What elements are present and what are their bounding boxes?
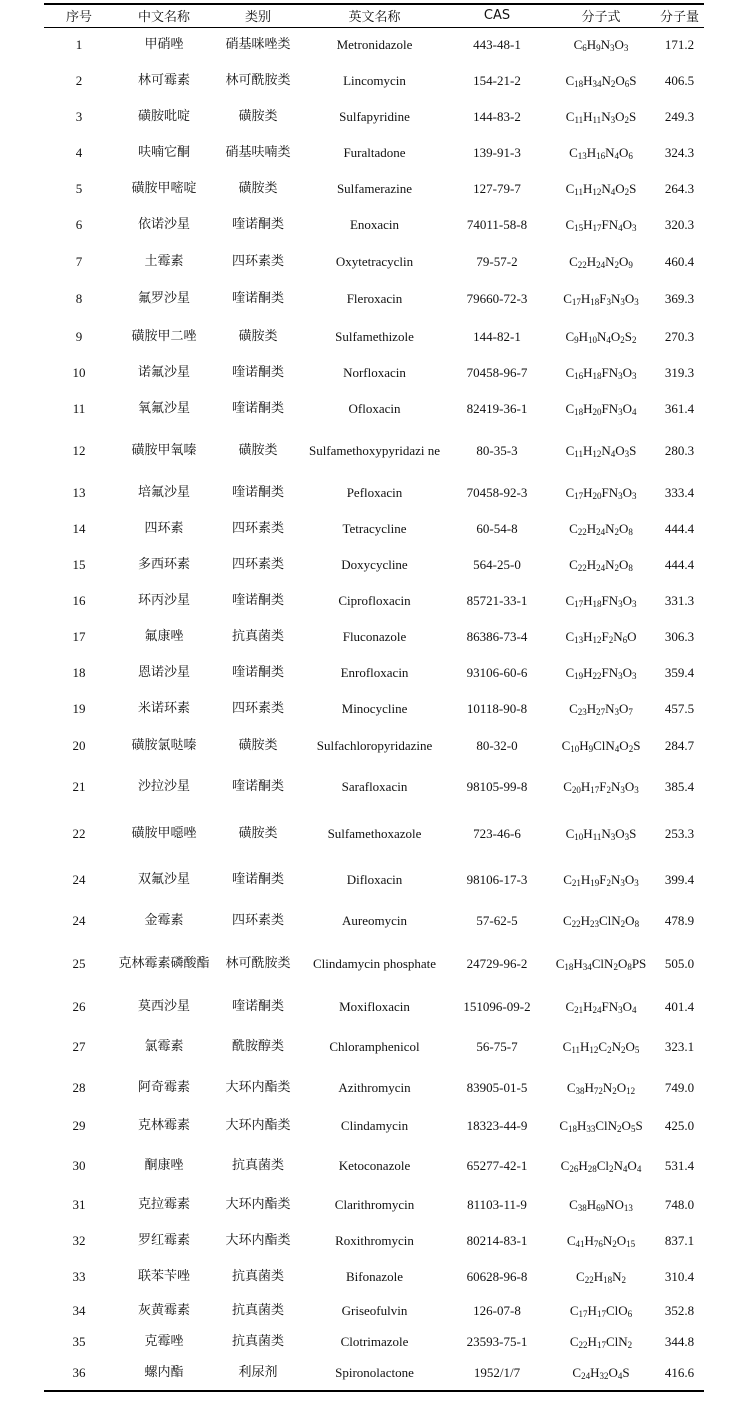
- cell-index: 15: [72, 557, 86, 572]
- header-category: 类别: [244, 9, 271, 25]
- cell-formula: $C_{24}H_{32}O_4S$: [572, 1364, 630, 1381]
- cell-formula: $C_6H_9N_3O_3$: [573, 37, 629, 53]
- cell-english-name: Sulfamerazine: [336, 181, 413, 196]
- cell-formula: $C_{17}H_{20}FN_3O_3$: [565, 485, 637, 501]
- cell-index: 8: [75, 291, 83, 306]
- cell-chinese-name: 氟罗沙星: [137, 291, 190, 306]
- cell-formula: $C_{13}H_{12}F_2N_6O$: [565, 629, 637, 645]
- cell-molecular-weight: 444.4: [664, 557, 695, 572]
- cell-molecular-weight: 531.4: [664, 1157, 695, 1173]
- cell-formula: $C_{10}H_9ClN_4O_2S$: [561, 737, 641, 754]
- cell-category: 喹诺酮类: [231, 217, 284, 232]
- cell-formula: $C_{10}H_{11}N_3O_3S$: [565, 825, 637, 842]
- cell-cas: 82419-36-1: [466, 401, 528, 416]
- cell-chinese-name: 金霉素: [144, 913, 184, 928]
- cell-cas: 127-79-7: [473, 181, 521, 196]
- cell-molecular-weight: 457.5: [664, 701, 695, 716]
- cell-chinese-name: 多西环素: [137, 557, 190, 572]
- cell-english-name: Chloramphenicol: [329, 1039, 420, 1054]
- cell-cas: 70458-92-3: [466, 485, 528, 500]
- table-row: [44, 583, 704, 619]
- cell-formula: $C_{20}H_{17}F_2N_3O_3$: [563, 779, 639, 795]
- cell-chinese-name: 克林霉素磷酸酯: [118, 956, 210, 971]
- cell-formula: $C_{18}H_{34}ClN_2O_8PS$: [555, 956, 647, 972]
- cell-cas: 74011-58-8: [466, 217, 528, 232]
- cell-chinese-name: 磺胺甲噁唑: [131, 825, 197, 841]
- cell-formula: $C_{18}H_{20}FN_3O_4$: [565, 401, 637, 417]
- cell-category: 磺胺类: [238, 328, 278, 344]
- cell-category: 四环素类: [231, 557, 284, 572]
- cell-category: 林可酰胺类: [225, 956, 291, 971]
- cell-index: 10: [72, 365, 86, 380]
- cell-formula: $C_{22}H_{24}N_2O_8$: [569, 557, 633, 573]
- cell-cas: 60628-96-8: [466, 1269, 528, 1284]
- cell-english-name: Azithromycin: [338, 1079, 411, 1095]
- cell-formula: $C_{22}H_{24}N_2O_8$: [569, 521, 633, 537]
- cell-index: 24: [72, 872, 86, 887]
- cell-molecular-weight: 385.4: [664, 779, 695, 794]
- cell-cas: 81103-11-9: [467, 1196, 527, 1212]
- cell-cas: 10118-90-8: [466, 701, 528, 716]
- cell-category: 喹诺酮类: [231, 485, 284, 500]
- cell-english-name: Roxithromycin: [335, 1233, 414, 1248]
- cell-index: 19: [72, 701, 86, 716]
- cell-chinese-name: 联苯苄唑: [137, 1269, 190, 1284]
- cell-chinese-name: 克霉唑: [144, 1333, 184, 1349]
- cell-molecular-weight: 280.3: [664, 443, 695, 458]
- cell-molecular-weight: 425.0: [664, 1117, 695, 1133]
- cell-formula: $C_{11}H_{12}C_2N_2O_5$: [562, 1039, 640, 1055]
- cell-molecular-weight: 171.2: [664, 37, 695, 52]
- cell-index: 14: [72, 521, 86, 536]
- cell-index: 26: [72, 999, 86, 1014]
- cell-english-name: Griseofulvin: [341, 1303, 408, 1318]
- cell-cas: 98106-17-3: [466, 872, 528, 887]
- cell-molecular-weight: 749.0: [664, 1079, 695, 1095]
- cell-index: 13: [72, 485, 86, 500]
- cell-category: 大环内酯类: [225, 1233, 291, 1248]
- cell-molecular-weight: 344.8: [664, 1333, 695, 1349]
- header-index: 序号: [65, 9, 92, 25]
- cell-formula: $C_{17}H_{18}FN_3O_3$: [565, 593, 637, 609]
- cell-category: 四环素类: [231, 913, 284, 928]
- table-row: [44, 1025, 704, 1069]
- cell-chinese-name: 恩诺沙星: [137, 665, 190, 680]
- cell-molecular-weight: 406.5: [664, 73, 695, 88]
- cell-molecular-weight: 324.3: [664, 145, 695, 160]
- cell-chinese-name: 酮康唑: [144, 1157, 184, 1173]
- cell-category: 抗真菌类: [231, 1157, 284, 1173]
- cell-index: 28: [72, 1079, 86, 1095]
- cell-index: 27: [72, 1039, 86, 1054]
- cell-cas: 60-54-8: [476, 521, 518, 536]
- cell-index: 32: [72, 1233, 86, 1248]
- table-row: [44, 427, 704, 475]
- cell-category: 喹诺酮类: [231, 593, 284, 608]
- cell-chinese-name: 莫西沙星: [137, 999, 190, 1014]
- cell-category: 喹诺酮类: [231, 665, 284, 680]
- compound-table: [44, 3, 704, 1389]
- cell-english-name: Fleroxacin: [346, 291, 403, 306]
- cell-formula: $C_{11}H_{11}N_3O_2S$: [565, 109, 637, 125]
- cell-index: 30: [72, 1157, 86, 1173]
- cell-english-name: Sulfapyridine: [339, 109, 410, 124]
- cell-cas: 79-57-2: [476, 253, 518, 269]
- cell-molecular-weight: 401.4: [664, 999, 695, 1014]
- cell-cas: 80-32-0: [476, 737, 518, 753]
- cell-english-name: Enoxacin: [349, 217, 400, 232]
- cell-chinese-name: 沙拉沙星: [137, 779, 190, 794]
- table-row: [44, 989, 704, 1025]
- cell-category: 酰胺醇类: [231, 1039, 284, 1054]
- cell-molecular-weight: 319.3: [664, 365, 695, 380]
- table-row: [44, 1223, 704, 1259]
- cell-index: 21: [72, 779, 86, 794]
- cell-molecular-weight: 331.3: [664, 593, 695, 608]
- cell-english-name: Clindamycin: [340, 1117, 409, 1133]
- table-row: [44, 1259, 704, 1295]
- cell-category: 林可酰胺类: [225, 73, 291, 88]
- cell-category: 喹诺酮类: [231, 779, 284, 794]
- cell-index: 11: [72, 401, 86, 416]
- cell-formula: $C_{23}H_{27}N_3O_7$: [569, 701, 633, 717]
- cell-cas: 154-21-2: [473, 73, 521, 88]
- cell-english-name: Difloxacin: [346, 872, 403, 887]
- cell-molecular-weight: 264.3: [664, 181, 695, 196]
- cell-english-name: Moxifloxacin: [339, 999, 410, 1014]
- cell-formula: $C_{11}H_{12}N_4O_3S$: [565, 443, 637, 459]
- cell-cas: 85721-33-1: [466, 593, 528, 608]
- cell-english-name: Enrofloxacin: [340, 665, 409, 680]
- cell-formula: $C_{13}H_{16}N_4O_6$: [569, 145, 633, 161]
- cell-category: 硝基咪唑类: [225, 37, 291, 52]
- table-row: [44, 764, 704, 810]
- cell-molecular-weight: 837.1: [664, 1233, 695, 1248]
- cell-formula: $C_{17}H_{18}F_3N_3O_3$: [563, 291, 639, 307]
- table-row: [44, 547, 704, 583]
- header-cas: CAS: [483, 7, 511, 23]
- cell-molecular-weight: 253.3: [664, 825, 695, 841]
- cell-english-name: Sulfachloropyridazine: [316, 737, 433, 753]
- cell-index: 3: [75, 109, 83, 124]
- cell-molecular-weight: 416.6: [664, 1364, 695, 1380]
- cell-cas: 93106-60-6: [466, 665, 528, 680]
- cell-category: 磺胺类: [238, 181, 278, 196]
- table-row: [44, 511, 704, 547]
- cell-chinese-name: 氧氟沙星: [137, 401, 190, 416]
- cell-category: 喹诺酮类: [231, 999, 284, 1014]
- cell-cas: 24729-96-2: [466, 956, 528, 971]
- cell-molecular-weight: 284.7: [664, 737, 695, 753]
- cell-english-name: Furaltadone: [343, 145, 406, 160]
- header-formula: 分子式: [581, 9, 621, 25]
- cell-formula: $C_{41}H_{76}N_2O_{15}$: [566, 1233, 636, 1249]
- cell-formula: $C_{22}H_{17}ClN_2$: [569, 1333, 633, 1350]
- cell-chinese-name: 磺胺甲二唑: [131, 328, 197, 344]
- cell-category: 硝基呋喃类: [225, 145, 291, 160]
- cell-molecular-weight: 444.4: [664, 521, 695, 536]
- cell-category: 喹诺酮类: [231, 291, 284, 306]
- cell-formula: $C_{38}H_{69}NO_{13}$: [569, 1196, 633, 1213]
- cell-category: 四环素类: [231, 701, 284, 716]
- cell-formula: $C_{26}H_{28}Cl_2N_4O_4$: [560, 1157, 642, 1174]
- cell-chinese-name: 克林霉素: [137, 1117, 190, 1133]
- cell-cas: 139-91-3: [473, 145, 521, 160]
- cell-category: 喹诺酮类: [231, 872, 284, 887]
- cell-molecular-weight: 478.9: [664, 913, 695, 928]
- cell-molecular-weight: 270.3: [664, 328, 695, 344]
- cell-category: 四环素类: [231, 521, 284, 536]
- table-row: [44, 475, 704, 511]
- cell-formula: $C_{16}H_{18}FN_3O_3$: [565, 365, 637, 381]
- cell-index: 36: [72, 1364, 86, 1380]
- cell-cas: 23593-75-1: [466, 1333, 528, 1349]
- cell-index: 12: [72, 443, 86, 458]
- table-row: [44, 27, 704, 63]
- table-row: [44, 1145, 704, 1186]
- cell-chinese-name: 培氟沙星: [137, 485, 190, 500]
- cell-english-name: Ciprofloxacin: [338, 593, 411, 608]
- cell-chinese-name: 罗红霉素: [137, 1233, 190, 1248]
- cell-chinese-name: 依诺沙星: [137, 217, 190, 232]
- cell-cas: 723-46-6: [473, 825, 521, 841]
- cell-english-name: Aureomycin: [342, 913, 407, 928]
- cell-english-name: Oxytetracyclin: [335, 253, 414, 269]
- cell-index: 5: [75, 181, 83, 196]
- cell-index: 17: [72, 629, 86, 644]
- cell-category: 磺胺类: [238, 443, 278, 458]
- cell-cas: 144-83-2: [473, 109, 521, 124]
- cell-cas: 1952/1/7: [473, 1364, 521, 1380]
- cell-molecular-weight: 359.4: [664, 665, 695, 680]
- cell-cas: 564-25-0: [473, 557, 521, 572]
- cell-molecular-weight: 369.3: [664, 291, 695, 306]
- cell-chinese-name: 甲硝唑: [144, 37, 184, 52]
- header-molecular-weight: 分子量: [659, 9, 699, 25]
- cell-index: 7: [75, 253, 83, 269]
- cell-index: 25: [72, 956, 86, 971]
- cell-category: 大环内酯类: [225, 1079, 291, 1095]
- cell-index: 20: [72, 737, 86, 753]
- cell-molecular-weight: 323.1: [664, 1039, 695, 1054]
- cell-index: 35: [72, 1333, 86, 1349]
- cell-category: 利尿剂: [238, 1364, 278, 1380]
- cell-english-name: Sulfamethoxazole: [327, 825, 422, 841]
- cell-formula: $C_{15}H_{17}FN_4O_3$: [565, 217, 637, 233]
- cell-index: 34: [72, 1303, 86, 1318]
- cell-molecular-weight: 249.3: [664, 109, 695, 124]
- cell-chinese-name: 磺胺甲氧嗪: [131, 443, 197, 458]
- cell-molecular-weight: 310.4: [664, 1269, 695, 1284]
- cell-english-name: Pefloxacin: [346, 485, 403, 500]
- cell-cas: 83905-01-5: [466, 1079, 528, 1095]
- cell-formula: $C_{19}H_{22}FN_3O_3$: [565, 665, 637, 681]
- cell-category: 抗真菌类: [231, 1333, 284, 1349]
- cell-cas: 80-35-3: [476, 443, 518, 458]
- header-chinese-name: 中文名称: [137, 9, 190, 25]
- cell-index: 4: [75, 145, 83, 160]
- table-bottom-rule: [44, 1390, 704, 1392]
- cell-formula: $C_{17}H_{17}ClO_6$: [569, 1303, 633, 1319]
- cell-english-name: Clotrimazole: [340, 1333, 409, 1349]
- cell-molecular-weight: 399.4: [664, 872, 695, 887]
- cell-cas: 79660-72-3: [466, 291, 528, 306]
- cell-chinese-name: 四环素: [144, 521, 184, 536]
- cell-molecular-weight: 352.8: [664, 1303, 695, 1318]
- cell-english-name: Sulfamethizole: [335, 328, 414, 344]
- cell-english-name: Norfloxacin: [343, 365, 406, 380]
- cell-cas: 443-48-1: [473, 37, 521, 52]
- table-row: [44, 318, 704, 355]
- cell-chinese-name: 氯霉素: [144, 1039, 184, 1054]
- cell-chinese-name: 林可霉素: [137, 73, 190, 88]
- cell-chinese-name: 诺氟沙星: [137, 365, 190, 380]
- cell-index: 18: [72, 665, 86, 680]
- table-row: [44, 280, 704, 318]
- cell-cas: 98105-99-8: [466, 779, 528, 794]
- cell-english-name: Bifonazole: [345, 1269, 404, 1284]
- cell-english-name: Metronidazole: [336, 37, 413, 52]
- cell-formula: $C_{22}H_{24}N_2O_9$: [569, 253, 633, 270]
- cell-cas: 151096-09-2: [463, 999, 531, 1014]
- table-row: [44, 99, 704, 135]
- table-row: [44, 691, 704, 727]
- cell-chinese-name: 螺内酯: [144, 1364, 184, 1380]
- table-row: [44, 63, 704, 99]
- cell-molecular-weight: 361.4: [664, 401, 695, 416]
- cell-formula: $C_{22}H_{23}ClN_2O_8$: [562, 913, 640, 929]
- cell-english-name: Spironolactone: [335, 1364, 414, 1380]
- cell-english-name: Tetracycline: [342, 521, 407, 536]
- cell-chinese-name: 磺胺甲嘧啶: [131, 181, 197, 196]
- cell-chinese-name: 克拉霉素: [137, 1196, 190, 1212]
- cell-english-name: Sulfamethoxypyridazi ne: [308, 443, 441, 458]
- table-row: [44, 857, 704, 903]
- cell-index: 33: [72, 1269, 86, 1284]
- cell-index: 9: [75, 328, 83, 344]
- cell-english-name: Clarithromycin: [334, 1196, 415, 1212]
- cell-index: 2: [75, 73, 83, 88]
- table-row: [44, 1069, 704, 1106]
- cell-chinese-name: 阿奇霉素: [137, 1079, 190, 1095]
- cell-english-name: Ketoconazole: [338, 1157, 411, 1173]
- cell-molecular-weight: 505.0: [664, 956, 695, 971]
- cell-formula: $C_{38}H_{72}N_2O_{12}$: [566, 1079, 636, 1096]
- cell-index: 24: [72, 913, 86, 928]
- cell-english-name: Fluconazole: [342, 629, 407, 644]
- table-row: [44, 391, 704, 427]
- table-row: [44, 1356, 704, 1389]
- cell-index: 29: [72, 1117, 86, 1133]
- cell-molecular-weight: 306.3: [664, 629, 695, 644]
- cell-category: 大环内酯类: [225, 1196, 291, 1212]
- cell-formula: $C_{22}H_{18}N_2$: [576, 1269, 626, 1285]
- cell-formula: $C_{11}H_{12}N_4O_2S$: [565, 181, 637, 197]
- cell-formula: $C_{18}H_{33}ClN_2O_5S$: [559, 1117, 643, 1134]
- cell-molecular-weight: 748.0: [664, 1196, 695, 1212]
- table-row: [44, 135, 704, 171]
- table-row: [44, 1186, 704, 1223]
- cell-cas: 57-62-5: [476, 913, 518, 928]
- cell-category: 喹诺酮类: [231, 401, 284, 416]
- cell-category: 磺胺类: [238, 737, 278, 753]
- table-row: [44, 243, 704, 280]
- cell-english-name: Ofloxacin: [348, 401, 401, 416]
- cell-cas: 18323-44-9: [466, 1117, 528, 1133]
- table-row: [44, 810, 704, 857]
- table-row: [44, 1106, 704, 1145]
- cell-cas: 70458-96-7: [466, 365, 528, 380]
- table-row: [44, 1327, 704, 1356]
- cell-category: 磺胺类: [238, 825, 278, 841]
- cell-english-name: Minocycline: [341, 701, 408, 716]
- cell-category: 抗真菌类: [231, 629, 284, 644]
- cell-formula: $C_{21}H_{24}FN_3O_4$: [565, 999, 637, 1015]
- table-header-row: [44, 3, 704, 27]
- cell-chinese-name: 灰黄霉素: [137, 1303, 190, 1318]
- cell-cas: 56-75-7: [476, 1039, 518, 1054]
- cell-category: 抗真菌类: [231, 1303, 284, 1318]
- cell-english-name: Clindamycin phosphate: [312, 956, 437, 971]
- cell-index: 6: [75, 217, 83, 232]
- table-row: [44, 171, 704, 207]
- cell-index: 31: [72, 1196, 86, 1212]
- cell-chinese-name: 土霉素: [144, 253, 184, 269]
- cell-cas: 126-07-8: [473, 1303, 521, 1318]
- table-row: [44, 355, 704, 391]
- cell-category: 磺胺类: [238, 109, 278, 124]
- cell-cas: 144-82-1: [473, 328, 521, 344]
- table-row: [44, 903, 704, 939]
- cell-category: 抗真菌类: [231, 1269, 284, 1284]
- cell-molecular-weight: 333.4: [664, 485, 695, 500]
- cell-chinese-name: 环丙沙星: [137, 593, 190, 608]
- table-row: [44, 727, 704, 764]
- table-row: [44, 655, 704, 691]
- cell-chinese-name: 呋喃它酮: [137, 145, 190, 160]
- cell-molecular-weight: 320.3: [664, 217, 695, 232]
- cell-category: 喹诺酮类: [231, 365, 284, 380]
- cell-index: 1: [75, 37, 83, 52]
- cell-index: 22: [72, 825, 86, 841]
- header-english-name: 英文名称: [348, 9, 401, 25]
- table-row: [44, 207, 704, 243]
- cell-chinese-name: 双氟沙星: [137, 872, 190, 887]
- cell-english-name: Sarafloxacin: [341, 779, 408, 794]
- cell-chinese-name: 氟康唑: [144, 629, 184, 644]
- cell-index: 16: [72, 593, 86, 608]
- cell-category: 大环内酯类: [225, 1117, 291, 1133]
- table-row: [44, 619, 704, 655]
- cell-english-name: Doxycycline: [341, 557, 408, 572]
- cell-chinese-name: 磺胺氯哒嗪: [131, 737, 197, 753]
- cell-formula: $C_{21}H_{19}F_2N_3O_3$: [563, 872, 639, 888]
- cell-chinese-name: 磺胺吡啶: [137, 109, 190, 124]
- cell-formula: $C_9H_{10}N_4O_2S_2$: [565, 328, 637, 345]
- table-row: [44, 939, 704, 989]
- cell-molecular-weight: 460.4: [664, 253, 695, 269]
- cell-cas: 86386-73-4: [466, 629, 528, 644]
- cell-category: 四环素类: [231, 253, 284, 269]
- cell-formula: $C_{18}H_{34}N_2O_6S$: [565, 73, 637, 89]
- table-row: [44, 1295, 704, 1327]
- cell-cas: 65277-42-1: [466, 1157, 528, 1173]
- cell-cas: 80214-83-1: [466, 1233, 528, 1248]
- cell-chinese-name: 米诺环素: [137, 701, 190, 716]
- cell-english-name: Lincomycin: [343, 73, 406, 88]
